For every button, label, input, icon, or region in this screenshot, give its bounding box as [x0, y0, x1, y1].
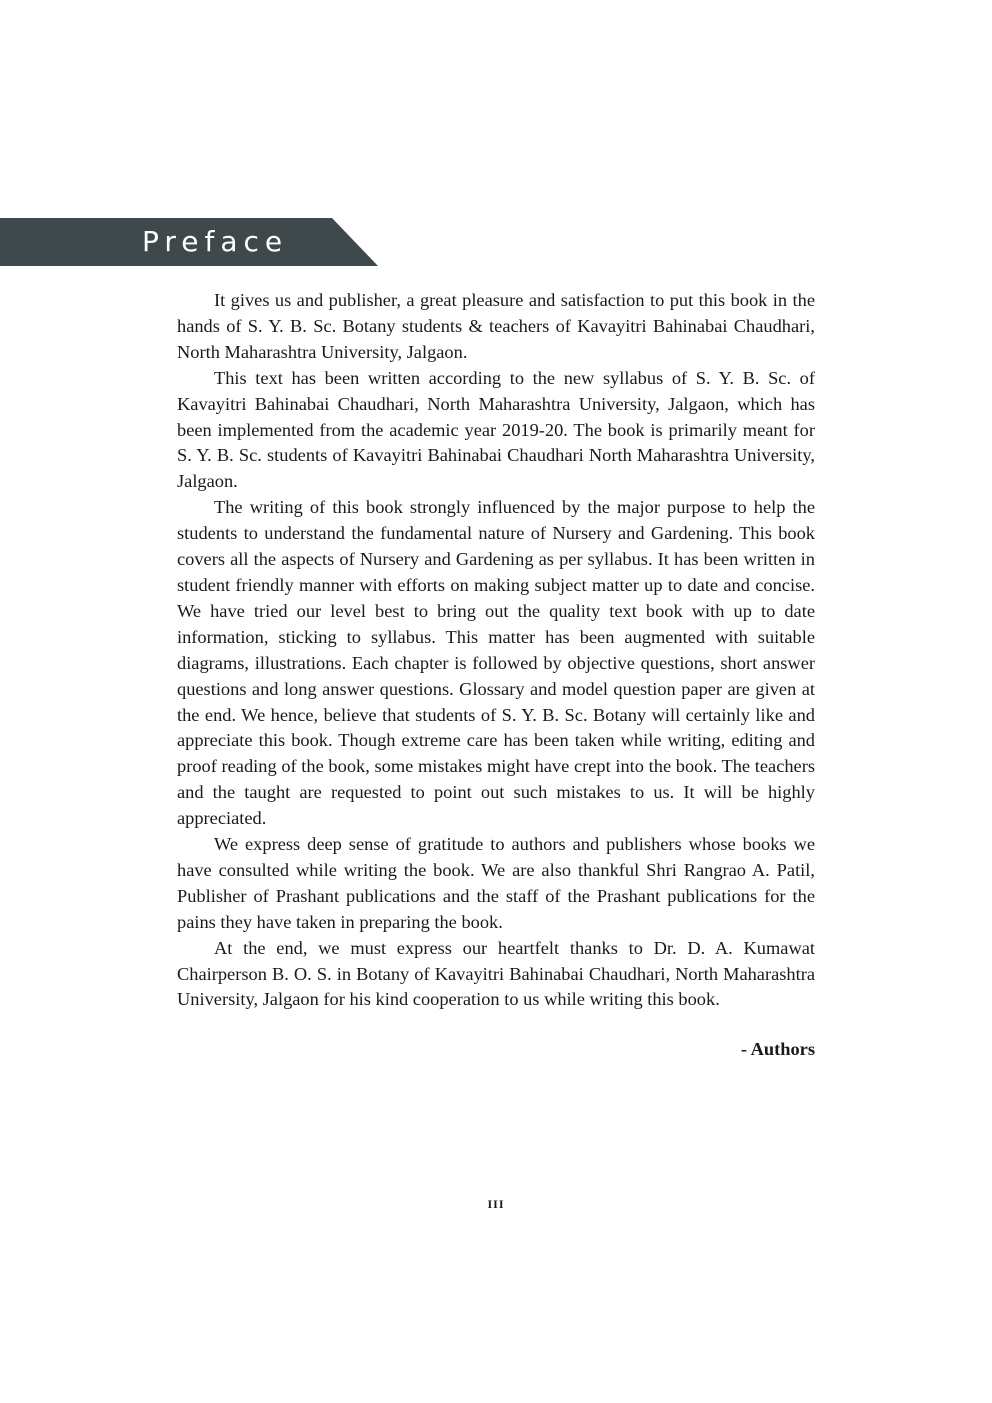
- paragraph-5: At the end, we must express our heartfelt thanks to Dr. D. A. Kumawat Chairperson B. O. S. in Botany of Kavayitri Bahinabai Chaudhari, North Maharashtra University, Jalgaon for his kind cooperation to us while writing this book.: [177, 937, 815, 1010]
- paragraph-4: We express deep sense of gratitude to authors and publishers whose books we have consulted while writing the book. We are also thankful Shri Rangrao A. Patil, Publisher of Prashant publications and the staff of the Prashant publications for the pains they have taken in preparing the book.: [177, 834, 815, 932]
- preface-body: [177, 288, 815, 1013]
- paragraph-3: The writing of this book strongly influenced by the major purpose to help the students to understand the fundamental nature of Nursery and Gardening. This book covers all the aspects of Nursery and Gardening as per syllabus. It has been written in student friendly manner with efforts on making subject matter up to date and concise. We have tried our level best to bring out the quality text book with up to date information, sticking to syllabus. This matter has been augmented with suitable diagrams, illustrations. Each chapter is followed by objective questions, short answer questions and long answer questions. Glossary and model question paper are given at the end. We hence, believe that students of S. Y. B. Sc. Botany will certainly like and appreciate this book. Though extreme care has been taken while writing, editing and proof reading of the book, some mistakes might have crept into the book. The teachers and the taught are requested to point out such mistakes to us. It will be highly appreciated.: [177, 497, 815, 829]
- page-number: III: [487, 1197, 505, 1211]
- paragraph-2: This text has been written according to the new syllabus of S. Y. B. Sc. of Kavayitri Bahinabai Chaudhari, North Maharashtra University, Jalgaon, which has been implemented from the academic year 2019-20. The book is primarily meant for S. Y. B. Sc. students of Kavayitri Bahinabai Chaudhari North Maharashtra University, Jalgaon.: [177, 367, 815, 492]
- paragraph-1: It gives us and publisher, a great pleasure and satisfaction to put this book in the hands of S. Y. B. Sc. Botany students & teachers of Kavayitri Bahinabai Chaudhari, North Maharashtra University, Jalgaon.: [177, 290, 815, 362]
- authors-signature: - Authors: [740, 1039, 815, 1059]
- preface-banner: [0, 218, 378, 266]
- page-title: Preface: [142, 225, 289, 258]
